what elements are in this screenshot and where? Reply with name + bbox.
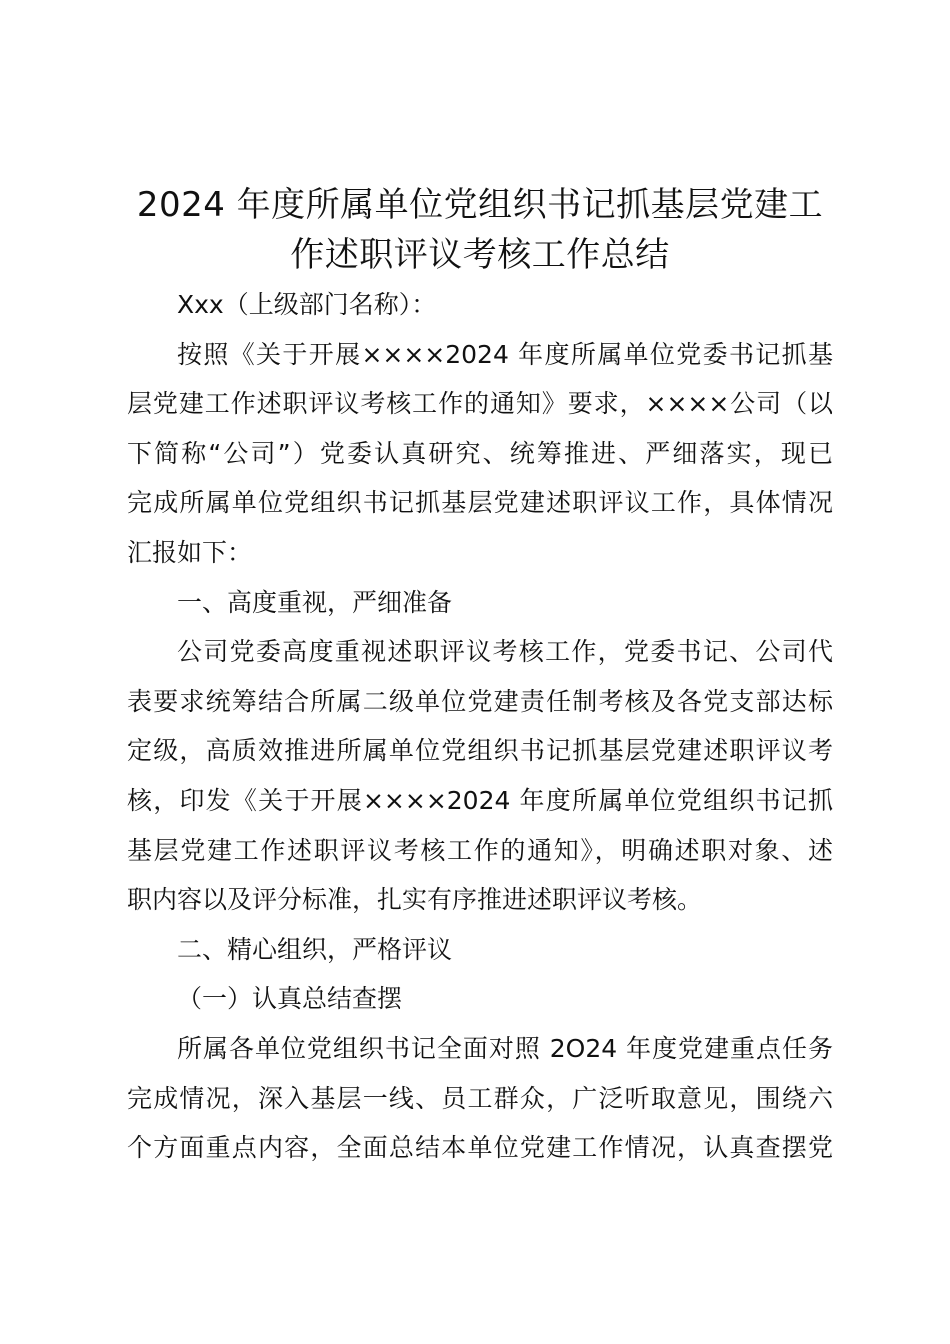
paragraph-line: 职内容以及评分标准，扎实有序推进述职评议考核。 bbox=[127, 885, 703, 915]
paragraph-2 bbox=[127, 627, 833, 925]
paragraph-1 bbox=[127, 330, 833, 578]
title-line-1: 2024 年度所属单位党组织书记抓基层党建工 bbox=[136, 185, 824, 225]
paragraph-line: 核，印发《关于开展××××2024 年度所属单位党组织书记抓 bbox=[127, 785, 833, 815]
paragraph-line: 完成所属单位党组织书记抓基层党建述职评议工作，具体情况 bbox=[127, 488, 833, 518]
paragraph-line: 完成情况，深入基层一线、员工群众，广泛听取意见，围绕六 bbox=[127, 1083, 833, 1113]
paragraph-line: 所属各单位党组织书记全面对照 2O24 年度党建重点任务 bbox=[177, 1033, 833, 1063]
paragraph-line: 层党建工作述职评议考核工作的通知》要求，××××公司（以 bbox=[127, 389, 833, 419]
paragraph-line: 表要求统筹结合所属二级单位党建责任制考核及各党支部达标 bbox=[127, 686, 833, 716]
paragraph-3 bbox=[127, 1024, 833, 1173]
paragraph-line: 公司党委高度重视述职评议考核工作，党委书记、公司代 bbox=[177, 637, 833, 667]
paragraph-line: 下简称“公司”）党委认真研究、统筹推进、严细落实，现已 bbox=[127, 438, 833, 468]
section-heading-2: 二、精心组织，严格评议 bbox=[177, 934, 453, 964]
subsection-heading-1: （一）认真总结查摆 bbox=[177, 984, 403, 1014]
paragraph-line: 汇报如下： bbox=[127, 537, 253, 567]
paragraph-line: 定级，高质效推进所属单位党组织书记抓基层党建述职评议考 bbox=[127, 736, 833, 766]
paragraph-line: 按照《关于开展××××2024 年度所属单位党委书记抓基 bbox=[177, 339, 833, 369]
salutation: Xxx（上级部门名称）： bbox=[177, 290, 437, 319]
section-heading-1: 一、高度重视，严细准备 bbox=[177, 587, 453, 617]
title-line-2: 作述职评议考核工作总结 bbox=[290, 235, 670, 275]
document-title bbox=[120, 180, 840, 280]
paragraph-line: 基层党建工作述职评议考核工作的通知》，明确述职对象、述 bbox=[127, 835, 833, 865]
document-body bbox=[127, 280, 833, 1173]
paragraph-line: 个方面重点内容，全面总结本单位党建工作情况，认真查摆党 bbox=[127, 1133, 833, 1163]
